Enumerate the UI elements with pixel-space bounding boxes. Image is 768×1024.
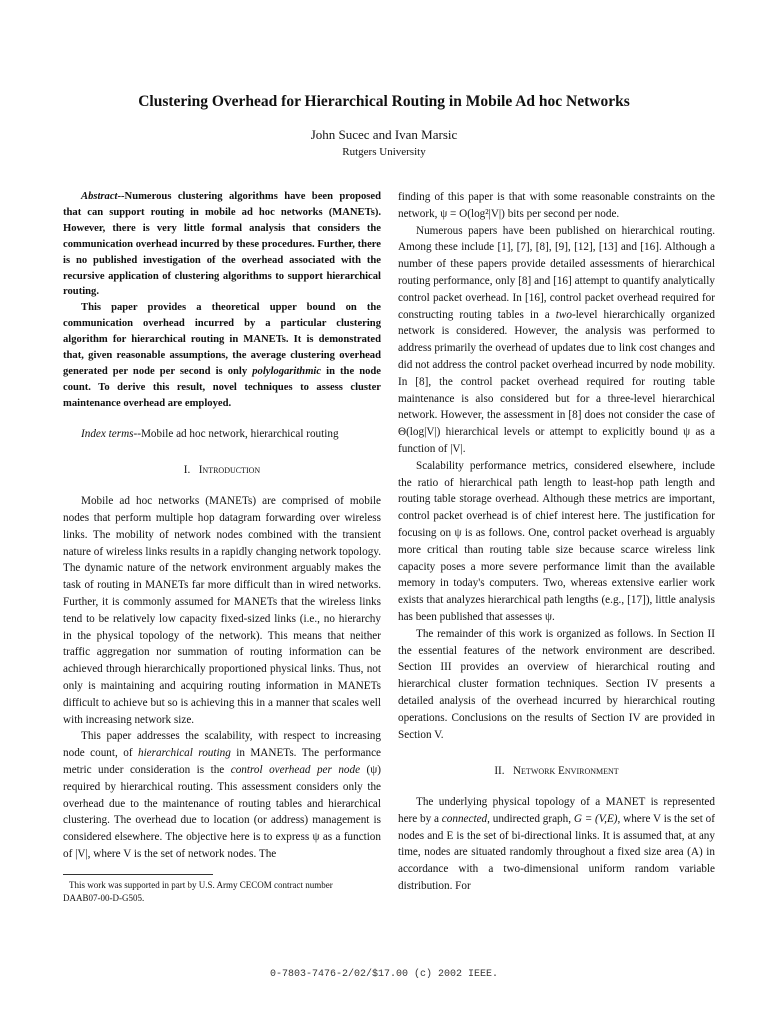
intro-paragraph-3: Numerous papers have been published on hierarchical routing. Among these include [1], [7], [8], [9], [12], [13] and [16]. Although a number of these papers provide detailed assessments of hierarchical routing performance, only [8] and [16] attempt to quantify analytically control packet overhead. In [16], control packet overhead required for constructing routing tables in a two-level hierarchically organized network is considered. However, the analysis was performed to address primarily the overhead of updates due to link cost changes and did not address the control packet overhead incurred by node mobility. In [8], the control packet overhead required for routing table maintenance is also considered but for a three-level hierarchical network. However, the assessment in [8] does not consider the case of Θ(log|V|) hierarchical levels or attempt to explicitly bound ψ as a function of |V|. — [398, 224, 715, 455]
intro-paragraph-1: Mobile ad hoc networks (MANETs) are comprised of mobile nodes that perform multiple hop datagram forwarding over wireless links. The mobility of network nodes combined with the transient nature of wireless links results in a rapidly changing network topology. The dynamic nature of the network environment arguably makes the task of routing in MANETs far more difficult than in wired networks. Further, it is commonly assumed for MANETs that the wireless links tend to be relatively low capacity fixed-sized links (i.e., no hierarchy in the physical topology of the network). This means that neither traffic aggregation nor summation of routing information can be achieved through hierarchically proportioned physical links. Thus, not only is maintaining and acquiring routing information in MANETs difficult to achieve but so is achieving this in a manner that scales well with increasing network size. — [63, 495, 381, 726]
paper-title: Clustering Overhead for Hierarchical Routing in Mobile Ad hoc Networks — [138, 93, 630, 110]
network-paragraph-1: The underlying physical topology of a MANET is represented here by a connected, undirected graph, G = (V,E), where V is the set of nodes and E is the set of bi-directional links. It is assumed that, at any time, nodes are situated randomly throughout a fixed size area (A) in accordance with a two-dimensional uniform random variable distribution. For — [398, 796, 715, 893]
abstract-label: Abstract — [81, 191, 118, 202]
abstract-paragraph-1: Abstract--Numerous clustering algorithms have been proposed that can support routing in mobile ad hoc networks (MANETs). However, there is very little formal analysis that considers the communication overhead incurred by these procedures. Further, there is no published investigation of the overhead associated with the recursive application of clustering algorithms to support hierarchical routing. — [63, 191, 381, 298]
index-terms: Index terms--Mobile ad hoc network, hierarchical routing — [81, 427, 339, 440]
intro-paragraph-4: Scalability performance metrics, considered elsewhere, include the ratio of hierarchical path length to least-hop path length and routing table storage overhead. Although these metrics are important, control packet overhead is of chief interest here. The justification for focusing on ψ is as follows. One, control packet overhead is arguably more critical than routing table size because scarce wireless link capacity poses a more severe performance limit than the available memory in today's computers. Two, whereas extensive earlier work exists that analyzes hierarchical path lengths (e.g., [17]), little analysis has been published that assesses ψ. — [398, 459, 715, 623]
intro-paragraph-5: The remainder of this work is organized as follows. In Section II the essential features of the network environment are described. Section III provides an overview of hierarchical routing and hierarchical cluster formation techniques. Section IV presents a detailed analysis of the overhead incurred by hierarchical routing operations. Conclusions on the results of Section IV are provided in Section V. — [398, 627, 715, 741]
index-terms-label: Index terms — [81, 427, 134, 440]
footnote-line-1: This work was supported in part by U.S. Army CECOM contract number — [69, 880, 333, 890]
abstract-paragraph-2: This paper provides a theoretical upper bound on the communication overhead incurred by a particular clustering algorithm for hierarchical routing in MANETs. It is demonstrated that, given reasonable assumptions, the average clustering overhead generated per node per second is only polylogarithmic in the node count. To derive this result, novel techniques to assess cluster maintenance overhead are employed. — [63, 302, 381, 409]
right-column — [398, 189, 715, 895]
intro-paragraph-continued: finding of this paper is that with some reasonable constraints on the network, ψ = O(log²|V|) bits per second per node. — [398, 191, 715, 220]
left-column — [63, 189, 381, 863]
footnote-line-2: DAAB07-00-D-G505. — [63, 892, 145, 903]
footnote — [63, 879, 383, 904]
author-names: John Sucec and Ivan Marsic — [310, 127, 458, 142]
section-1-heading: I. Introduction — [183, 464, 261, 477]
section-2-heading: II. Network Environment — [494, 765, 619, 778]
intro-paragraph-2: This paper addresses the scalability, with respect to increasing node count, of hierarchical routing in MANETs. The performance metric under consideration is the control overhead per node (ψ) required by hierarchical routing. This assessment considers only the overhead due to the maintenance of routing tables and hierarchical clustering. The overhead due to location (or address) management is considered elsewhere. The objective here is to express ψ as a function of |V|, where V is the set of network nodes. The — [63, 730, 382, 861]
copyright-footer: 0-7803-7476-2/02/$17.00 (c) 2002 IEEE. — [269, 969, 499, 980]
abstract — [63, 189, 381, 412]
affiliation: Rutgers University — [342, 146, 426, 158]
footnote-divider — [63, 874, 213, 875]
